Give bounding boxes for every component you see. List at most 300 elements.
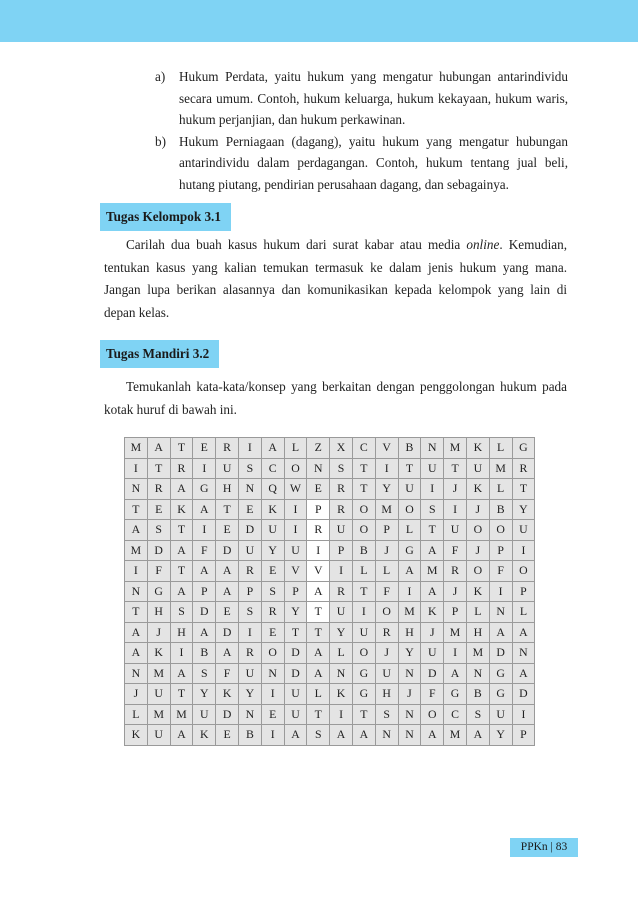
grid-cell: T: [170, 561, 193, 582]
grid-cell: G: [512, 438, 535, 459]
grid-cell: N: [125, 663, 148, 684]
header-band: [0, 0, 638, 42]
grid-cell: G: [352, 663, 375, 684]
grid-cell: Y: [330, 622, 353, 643]
grid-cell: N: [125, 479, 148, 500]
grid-cell: V: [375, 438, 398, 459]
grid-cell: O: [466, 561, 489, 582]
grid-cell: T: [170, 684, 193, 705]
grid-cell: P: [238, 581, 261, 602]
text-run: . Kemudian, tentukan kasus yang kalian temukan termasuk ke dalam jenis hukum yang mana. Jangan lupa berikan alasannya dan komunikasikan kepada kelompok yang lain di depan kelas.: [104, 237, 567, 320]
grid-cell: I: [421, 479, 444, 500]
grid-cell: C: [444, 704, 467, 725]
grid-cell: N: [238, 704, 261, 725]
grid-cell: Y: [193, 684, 216, 705]
grid-row: [125, 622, 535, 643]
grid-cell: M: [125, 438, 148, 459]
grid-cell: N: [398, 725, 421, 746]
grid-cell: S: [238, 458, 261, 479]
grid-cell: U: [238, 540, 261, 561]
grid-cell: R: [330, 499, 353, 520]
grid-cell: N: [421, 438, 444, 459]
grid-cell: P: [193, 581, 216, 602]
grid-cell: G: [489, 684, 512, 705]
grid-cell: Q: [261, 479, 284, 500]
grid-cell: I: [444, 643, 467, 664]
grid-cell: A: [307, 643, 330, 664]
grid-cell: H: [147, 602, 170, 623]
grid-cell: L: [512, 602, 535, 623]
grid-cell: D: [512, 684, 535, 705]
grid-row: [125, 663, 535, 684]
grid-cell: U: [421, 643, 444, 664]
grid-cell: P: [330, 540, 353, 561]
grid-cell: R: [307, 520, 330, 541]
grid-cell: A: [216, 643, 239, 664]
list-item: [148, 66, 568, 131]
grid-cell: T: [170, 438, 193, 459]
grid-cell: I: [238, 438, 261, 459]
grid-cell: J: [466, 499, 489, 520]
grid-row: [125, 704, 535, 725]
grid-cell: M: [375, 499, 398, 520]
grid-cell: U: [489, 704, 512, 725]
grid-cell: U: [147, 725, 170, 746]
grid-cell: K: [147, 643, 170, 664]
grid-cell: L: [466, 602, 489, 623]
grid-cell: A: [307, 663, 330, 684]
grid-cell: P: [375, 520, 398, 541]
grid-cell: R: [444, 561, 467, 582]
grid-cell: U: [147, 684, 170, 705]
grid-cell: R: [375, 622, 398, 643]
grid-cell: N: [466, 663, 489, 684]
grid-cell: P: [444, 602, 467, 623]
grid-cell: E: [193, 438, 216, 459]
grid-cell: M: [398, 602, 421, 623]
grid-cell: I: [125, 458, 148, 479]
grid-cell: K: [466, 479, 489, 500]
grid-cell: A: [512, 663, 535, 684]
grid-cell: A: [193, 561, 216, 582]
grid-cell: G: [147, 581, 170, 602]
grid-cell: T: [125, 602, 148, 623]
grid-row: [125, 602, 535, 623]
grid-cell: F: [216, 663, 239, 684]
grid-cell: A: [216, 561, 239, 582]
grid-cell: I: [330, 704, 353, 725]
grid-cell: R: [216, 438, 239, 459]
grid-cell: M: [466, 643, 489, 664]
grid-cell: B: [466, 684, 489, 705]
grid-cell: S: [261, 581, 284, 602]
grid-cell: N: [125, 581, 148, 602]
grid-cell: A: [444, 663, 467, 684]
grid-cell: A: [170, 479, 193, 500]
grid-cell: A: [512, 622, 535, 643]
grid-cell: D: [284, 643, 307, 664]
grid-cell: S: [170, 602, 193, 623]
grid-cell: T: [352, 479, 375, 500]
grid-cell: J: [421, 622, 444, 643]
grid-cell: A: [170, 663, 193, 684]
grid-cell: D: [489, 643, 512, 664]
grid-cell: G: [193, 479, 216, 500]
grid-cell: L: [352, 561, 375, 582]
grid-cell: G: [489, 663, 512, 684]
grid-cell: U: [466, 458, 489, 479]
grid-cell: I: [193, 520, 216, 541]
grid-cell: O: [466, 520, 489, 541]
grid-cell: R: [238, 561, 261, 582]
grid-cell: N: [398, 704, 421, 725]
grid-cell: U: [193, 704, 216, 725]
grid-cell: L: [375, 561, 398, 582]
grid-cell: A: [170, 725, 193, 746]
grid-cell: M: [421, 561, 444, 582]
grid-cell: I: [193, 458, 216, 479]
grid-cell: V: [284, 561, 307, 582]
grid-cell: E: [307, 479, 330, 500]
grid-cell: Y: [238, 684, 261, 705]
grid-cell: T: [307, 622, 330, 643]
list-text: Hukum Perniagaan (dagang), yaitu hukum yang mengatur hubungan antarindividu dalam perdagangan. Contoh, hukum tentang jual beli, hutang piutang, pendirian perusahaan dagang, dan sebagainya.: [179, 133, 568, 192]
grid-cell: A: [421, 581, 444, 602]
grid-cell: K: [466, 438, 489, 459]
grid-cell: T: [352, 704, 375, 725]
grid-cell: O: [512, 561, 535, 582]
grid-cell: O: [261, 643, 284, 664]
grid-cell: A: [125, 520, 148, 541]
grid-cell: U: [330, 602, 353, 623]
grid-cell: M: [147, 663, 170, 684]
hukum-list: [148, 66, 568, 195]
page-number: PPKn | 83: [510, 838, 578, 857]
grid-cell: C: [261, 458, 284, 479]
grid-cell: K: [261, 499, 284, 520]
grid-cell: R: [330, 581, 353, 602]
grid-cell: K: [170, 499, 193, 520]
grid-cell: I: [284, 520, 307, 541]
grid-cell: P: [512, 581, 535, 602]
grid-cell: T: [352, 458, 375, 479]
grid-cell: E: [261, 561, 284, 582]
grid-cell: A: [398, 561, 421, 582]
grid-cell: K: [466, 581, 489, 602]
grid-cell: K: [216, 684, 239, 705]
grid-cell: D: [238, 520, 261, 541]
grid-cell: I: [375, 458, 398, 479]
grid-row: [125, 458, 535, 479]
grid-cell: F: [193, 540, 216, 561]
grid-cell: Z: [307, 438, 330, 459]
grid-cell: Y: [398, 643, 421, 664]
grid-cell: A: [284, 725, 307, 746]
grid-cell: E: [147, 499, 170, 520]
grid-cell: E: [216, 725, 239, 746]
grid-cell: N: [238, 479, 261, 500]
grid-cell: F: [489, 561, 512, 582]
grid-cell: O: [489, 520, 512, 541]
grid-cell: E: [216, 602, 239, 623]
grid-cell: N: [512, 643, 535, 664]
italic-term: online: [466, 237, 500, 252]
grid-cell: G: [444, 684, 467, 705]
grid-cell: D: [216, 540, 239, 561]
grid-cell: K: [330, 684, 353, 705]
grid-cell: U: [216, 458, 239, 479]
grid-cell: S: [238, 602, 261, 623]
grid-cell: J: [444, 581, 467, 602]
grid-row: [125, 540, 535, 561]
grid-cell: K: [421, 602, 444, 623]
grid-cell: M: [170, 704, 193, 725]
grid-cell: I: [330, 561, 353, 582]
grid-cell: T: [284, 622, 307, 643]
grid-cell: T: [352, 581, 375, 602]
grid-cell: N: [398, 663, 421, 684]
grid-cell: L: [398, 520, 421, 541]
grid-row: [125, 479, 535, 500]
grid-cell: R: [147, 479, 170, 500]
grid-cell: U: [421, 458, 444, 479]
grid-cell: A: [216, 581, 239, 602]
grid-cell: O: [352, 499, 375, 520]
grid-row: [125, 581, 535, 602]
grid-cell: U: [512, 520, 535, 541]
grid-cell: I: [489, 581, 512, 602]
grid-cell: Y: [284, 602, 307, 623]
word-search-grid: [124, 437, 535, 746]
tugas-mandiri-text: [104, 376, 567, 421]
grid-cell: F: [147, 561, 170, 582]
grid-cell: P: [489, 540, 512, 561]
grid-cell: I: [307, 540, 330, 561]
grid-cell: J: [125, 684, 148, 705]
grid-cell: S: [466, 704, 489, 725]
grid-cell: F: [375, 581, 398, 602]
tugas-mandiri-heading: Tugas Mandiri 3.2: [100, 340, 219, 368]
grid-cell: I: [512, 704, 535, 725]
grid-cell: U: [284, 704, 307, 725]
grid-cell: U: [375, 663, 398, 684]
grid-cell: M: [489, 458, 512, 479]
grid-cell: A: [489, 622, 512, 643]
grid-cell: L: [489, 479, 512, 500]
grid-cell: I: [238, 622, 261, 643]
grid-cell: J: [398, 684, 421, 705]
grid-cell: I: [284, 499, 307, 520]
grid-cell: A: [307, 581, 330, 602]
grid-cell: A: [421, 725, 444, 746]
grid-cell: H: [170, 622, 193, 643]
grid-cell: T: [307, 704, 330, 725]
grid-cell: B: [193, 643, 216, 664]
grid-row: [125, 561, 535, 582]
grid-cell: U: [352, 622, 375, 643]
grid-cell: J: [444, 479, 467, 500]
grid-cell: A: [330, 725, 353, 746]
grid-cell: T: [398, 458, 421, 479]
grid-cell: R: [261, 602, 284, 623]
grid-cell: A: [147, 438, 170, 459]
grid-cell: N: [261, 663, 284, 684]
grid-cell: D: [193, 602, 216, 623]
grid-cell: T: [216, 499, 239, 520]
tugas-kelompok-text: [104, 234, 567, 324]
grid-cell: W: [284, 479, 307, 500]
grid-cell: A: [125, 622, 148, 643]
grid-cell: J: [466, 540, 489, 561]
grid-cell: R: [512, 458, 535, 479]
grid-cell: A: [193, 499, 216, 520]
grid-cell: A: [170, 581, 193, 602]
list-marker: b): [155, 133, 166, 149]
grid-cell: F: [444, 540, 467, 561]
grid-row: [125, 643, 535, 664]
text-run: Carilah dua buah kasus hukum dari surat kabar atau media: [126, 237, 467, 252]
grid-cell: T: [444, 458, 467, 479]
grid-cell: I: [261, 684, 284, 705]
grid-cell: O: [284, 458, 307, 479]
grid-cell: T: [147, 458, 170, 479]
grid-cell: E: [261, 622, 284, 643]
grid-cell: B: [398, 438, 421, 459]
grid-cell: N: [375, 725, 398, 746]
grid-cell: I: [170, 643, 193, 664]
grid-cell: M: [147, 704, 170, 725]
grid-cell: D: [284, 663, 307, 684]
grid-cell: N: [330, 663, 353, 684]
grid-cell: U: [330, 520, 353, 541]
instruction-text: Temukanlah kata-kata/konsep yang berkaitan dengan penggolongan hukum pada kotak huruf di bawah ini.: [104, 379, 567, 417]
grid-cell: S: [375, 704, 398, 725]
grid-cell: D: [216, 622, 239, 643]
grid-cell: H: [216, 479, 239, 500]
grid-cell: R: [170, 458, 193, 479]
grid-cell: Y: [375, 479, 398, 500]
list-marker: a): [155, 69, 166, 84]
grid-cell: P: [307, 499, 330, 520]
grid-cell: M: [125, 540, 148, 561]
grid-cell: A: [170, 540, 193, 561]
grid-cell: T: [512, 479, 535, 500]
grid-cell: L: [307, 684, 330, 705]
grid-cell: U: [398, 479, 421, 500]
grid-cell: B: [238, 725, 261, 746]
grid-cell: V: [307, 561, 330, 582]
grid-cell: A: [261, 438, 284, 459]
grid-cell: A: [125, 643, 148, 664]
grid-cell: B: [352, 540, 375, 561]
tugas-kelompok-heading: Tugas Kelompok 3.1: [100, 203, 231, 231]
grid-cell: E: [261, 704, 284, 725]
grid-cell: H: [375, 684, 398, 705]
grid-cell: B: [489, 499, 512, 520]
grid-cell: M: [444, 725, 467, 746]
grid-cell: I: [444, 499, 467, 520]
grid-cell: M: [444, 622, 467, 643]
grid-cell: T: [125, 499, 148, 520]
grid-row: [125, 520, 535, 541]
grid-cell: L: [489, 438, 512, 459]
grid-cell: K: [125, 725, 148, 746]
grid-cell: A: [352, 725, 375, 746]
list-text: Hukum Perdata, yaitu hukum yang mengatur hubungan antarindividu secara umum. Contoh, hukum keluarga, hukum kekayaan, hukum waris, hukum perjanjian, dan hukum perkawinan.: [179, 69, 568, 127]
grid-cell: U: [284, 540, 307, 561]
grid-cell: Y: [512, 499, 535, 520]
grid-cell: T: [307, 602, 330, 623]
grid-cell: E: [238, 499, 261, 520]
grid-cell: P: [512, 725, 535, 746]
grid-cell: Y: [489, 725, 512, 746]
grid-cell: N: [489, 602, 512, 623]
grid-row: [125, 725, 535, 746]
grid-cell: E: [216, 520, 239, 541]
grid-cell: Y: [261, 540, 284, 561]
grid-cell: H: [398, 622, 421, 643]
grid-cell: S: [421, 499, 444, 520]
grid-cell: I: [125, 561, 148, 582]
grid-cell: S: [147, 520, 170, 541]
grid-cell: O: [352, 520, 375, 541]
grid-cell: L: [125, 704, 148, 725]
grid-cell: T: [170, 520, 193, 541]
grid-cell: U: [444, 520, 467, 541]
grid-row: [125, 438, 535, 459]
grid-cell: A: [421, 540, 444, 561]
grid-cell: S: [193, 663, 216, 684]
grid-cell: O: [421, 704, 444, 725]
grid-cell: K: [193, 725, 216, 746]
grid-cell: L: [330, 643, 353, 664]
grid-cell: T: [421, 520, 444, 541]
grid-cell: C: [352, 438, 375, 459]
grid-cell: O: [352, 643, 375, 664]
grid-cell: F: [421, 684, 444, 705]
grid-cell: I: [352, 602, 375, 623]
grid-cell: M: [444, 438, 467, 459]
grid-cell: J: [375, 643, 398, 664]
grid-cell: S: [330, 458, 353, 479]
grid-cell: G: [398, 540, 421, 561]
grid-cell: O: [398, 499, 421, 520]
grid-cell: I: [512, 540, 535, 561]
grid-cell: X: [330, 438, 353, 459]
grid-cell: P: [284, 581, 307, 602]
grid-cell: U: [238, 663, 261, 684]
grid-cell: J: [375, 540, 398, 561]
grid-cell: O: [375, 602, 398, 623]
grid-cell: D: [216, 704, 239, 725]
grid-cell: I: [261, 725, 284, 746]
grid-cell: L: [284, 438, 307, 459]
grid-cell: N: [307, 458, 330, 479]
grid-cell: D: [421, 663, 444, 684]
grid-cell: H: [466, 622, 489, 643]
grid-cell: R: [238, 643, 261, 664]
grid-cell: I: [398, 581, 421, 602]
grid-cell: A: [466, 725, 489, 746]
grid-cell: J: [147, 622, 170, 643]
list-item: [148, 131, 568, 196]
grid-cell: U: [284, 684, 307, 705]
grid-cell: A: [193, 622, 216, 643]
grid-cell: S: [307, 725, 330, 746]
grid-row: [125, 684, 535, 705]
grid-cell: R: [330, 479, 353, 500]
grid-cell: G: [352, 684, 375, 705]
